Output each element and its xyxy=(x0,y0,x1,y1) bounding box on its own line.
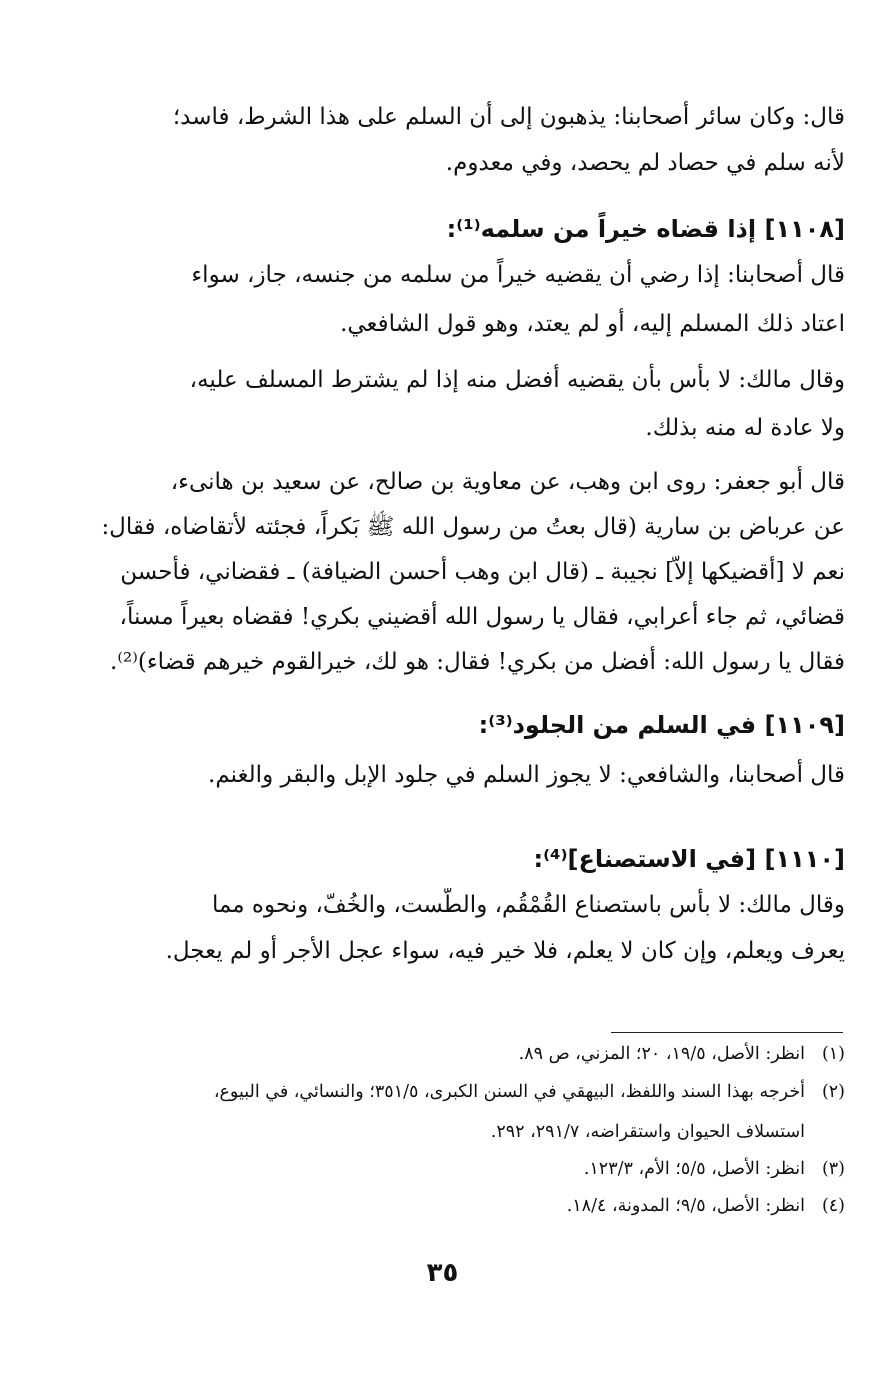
footnote xyxy=(40,1192,845,1220)
body-line: قال أصحابنا، والشافعي: لا يجوز السلم في جلود الإبل والبقر والغنم. xyxy=(208,762,845,788)
footnote xyxy=(40,1118,845,1146)
page-number: ٣٥ xyxy=(426,1258,459,1288)
footnote-number: (٢) xyxy=(821,1082,845,1102)
footnote-number: (٣) xyxy=(821,1159,845,1179)
footnote-text: انظر: الأصل، ١٩/٥، ٢٠؛ المزني، ص ٨٩. xyxy=(518,1044,805,1064)
footnote-number: (٤) xyxy=(821,1196,845,1216)
footnote xyxy=(40,1040,845,1068)
footnote-text: أخرجه بهذا السند واللفظ، البيهقي في السنن الكبرى، ٣٥١/٥؛ والنسائي، في البيوع، xyxy=(213,1082,805,1102)
body-line: قال أبو جعفر: روى ابن وهب، عن معاوية بن صالح، عن سعيد بن هانىء، xyxy=(170,469,845,495)
body-line: فقال يا رسول الله: أفضل من بكري! فقال: هو لك، خيرالقوم خيرهم قضاء)⁽²⁾. xyxy=(110,649,845,675)
body-line: وقال مالك: لا بأس باستصناع القُمْقُم، والطَّست، والخُفّ، ونحوه مما xyxy=(211,892,845,918)
footnote-text: انظر: الأصل، ٩/٥؛ المدونة، ١٨/٤. xyxy=(566,1196,805,1216)
body-line: قال: وكان سائر أصحابنا: يذهبون إلى أن السلم على هذا الشرط، فاسد؛ xyxy=(172,104,845,130)
body-line: نعم لا [أقضيكها إلاَّ] نجيبة ـ (قال ابن وهب أحسن الضيافة) ـ فقضاني، فأحسن xyxy=(120,559,845,585)
section-heading-1109: [١١٠٩] في السلم من الجلود⁽³⁾: xyxy=(478,711,845,739)
body-line: يعرف ويعلم، وإن كان لا يعلم، فلا خير فيه، سواء عجل الأجر أو لم يعجل. xyxy=(165,938,845,964)
footnote xyxy=(40,1078,845,1106)
footnote xyxy=(40,1155,845,1183)
footnote-divider xyxy=(611,1032,843,1033)
footnote-text: استسلاف الحيوان واستقراضه، ٢٩١/٧، ٢٩٢. xyxy=(490,1122,805,1142)
footnote-number: (١) xyxy=(821,1044,845,1064)
body-line: قضائي، ثم جاء أعرابي، فقال يا رسول الله أقضيني بكري! فقضاه بعيراً مسناً، xyxy=(119,604,845,630)
body-line: لأنه سلم في حصاد لم يحصد، وفي معدوم. xyxy=(445,150,845,176)
body-line: ولا عادة له منه بذلك. xyxy=(645,415,845,441)
body-line: اعتاد ذلك المسلم إليه، أو لم يعتد، وهو قول الشافعي. xyxy=(340,311,845,337)
section-heading-1108: [١١٠٨] إذا قضاه خيراً من سلمه⁽¹⁾: xyxy=(446,215,845,243)
body-line: عن عرباض بن سارية (قال بعتُ من رسول الله ﷺ بَكراً، فجئته لأتقاضاه، فقال: xyxy=(101,514,845,540)
body-line: وقال مالك: لا بأس بأن يقضيه أفضل منه إذا لم يشترط المسلف عليه، xyxy=(189,367,845,393)
body-line: قال أصحابنا: إذا رضي أن يقضيه خيراً من سلمه من جنسه، جاز، سواء xyxy=(191,262,845,288)
section-heading-1110: [١١١٠] [في الاستصناع]⁽⁴⁾: xyxy=(533,845,845,873)
footnote-text: انظر: الأصل، ٥/٥؛ الأم، ١٢٣/٣. xyxy=(583,1159,805,1179)
